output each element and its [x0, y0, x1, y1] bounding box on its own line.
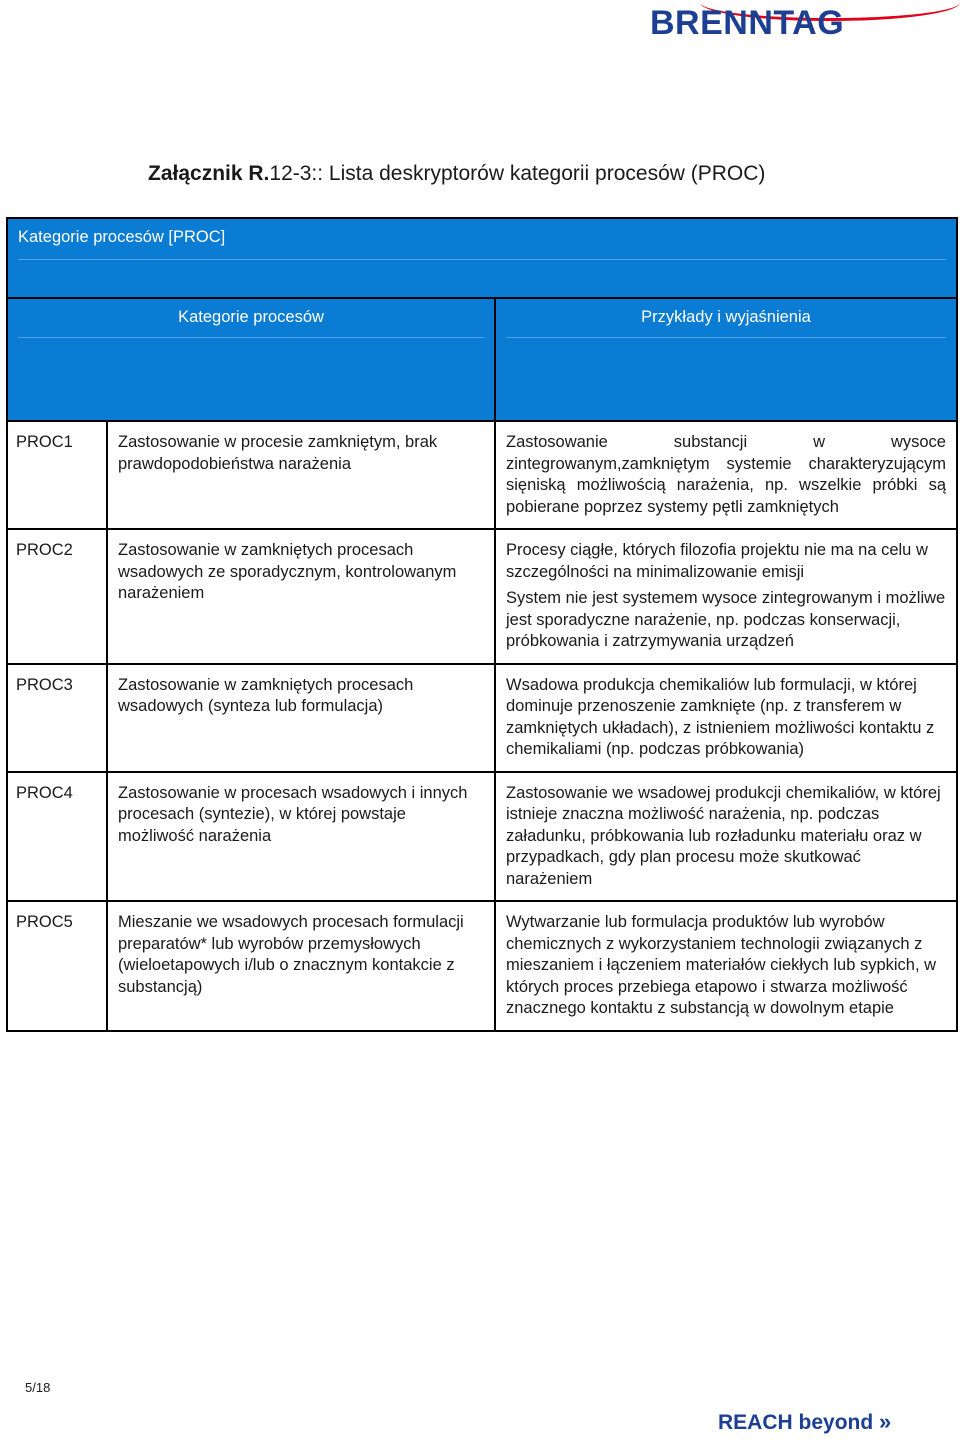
explanation-paragraph: Zastosowanie substancji w wysoce zintegrowanym,zamkniętym systemie charakteryzującym sięniską możliwością narażenia, np. wszelkie próbki są pobierane poprzez systemy pętli zamkniętych	[506, 433, 946, 516]
title-rest: 12-3:: Lista deskryptorów kategorii procesów (PROC)	[269, 162, 766, 185]
proc-explanation	[495, 664, 957, 772]
explanation-paragraph: Wsadowa produkcja chemikaliów lub formulacji, w której dominuje przenoszenie zamknięte (np. z transferem w zamkniętych układach), z istnieniem możliwości kontaktu z chemikaliami (np. podczas próbkowania)	[506, 675, 935, 758]
proc-description: Zastosowanie w zamkniętych procesach wsadowych (synteza lub formulacja)	[107, 664, 495, 772]
header-cell-examples	[495, 298, 957, 421]
proc-description: Mieszanie we wsadowych procesach formulacji preparatów* lub wyrobów przemysłowych (wieloetapowych i/lub o znacznym kontakcie z substancją)	[107, 901, 495, 1031]
page-number: 5/18	[25, 1380, 51, 1395]
title-bold-part: Załącznik R.	[148, 162, 270, 185]
table-row	[7, 421, 957, 529]
table-row	[7, 529, 957, 664]
proc-explanation	[495, 529, 957, 664]
table-row	[7, 664, 957, 772]
proc-code: PROC4	[7, 772, 107, 902]
proc-description: Zastosowanie w procesach wsadowych i innych procesach (syntezie), w której powstaje możliwość narażenia	[107, 772, 495, 902]
proc-explanation	[495, 901, 957, 1031]
column-header-categories: Kategorie procesów	[18, 307, 484, 338]
proc-code: PROC2	[7, 529, 107, 664]
proc-table	[6, 217, 958, 1032]
explanation-paragraph: Procesy ciągłe, których filozofia projektu nie ma na celu w szczególności na minimalizowanie emisji	[506, 541, 928, 581]
explanation-paragraph: Zastosowanie we wsadowej produkcji chemikaliów, w której istnieje znaczna możliwość narażenia, np. podczas załadunku, próbkowania lub rozładunku materiału oraz w przypadkach, gdy plan procesu może skutkować narażeniem	[506, 783, 941, 888]
proc-code: PROC5	[7, 901, 107, 1031]
proc-code: PROC3	[7, 664, 107, 772]
document-title	[148, 162, 765, 186]
table-row	[7, 772, 957, 902]
column-header-examples: Przykłady i wyjaśnienia	[506, 307, 946, 338]
proc-description: Zastosowanie w zamkniętych procesach wsadowych ze sporadycznym, kontrolowanym narażeniem	[107, 529, 495, 664]
table-caption: Kategorie procesów [PROC]	[18, 227, 946, 260]
proc-explanation	[495, 421, 957, 529]
proc-explanation	[495, 772, 957, 902]
chevron-right-icon: »	[879, 1409, 892, 1434]
reach-logo-text: REACH beyond	[718, 1411, 874, 1434]
proc-description: Zastosowanie w procesie zamkniętym, brak prawdopodobieństwa narażenia	[107, 421, 495, 529]
header-cell-categories	[7, 298, 495, 421]
proc-code: PROC1	[7, 421, 107, 529]
table-header-row	[7, 298, 957, 421]
explanation-paragraph: Wytwarzanie lub formulacja produktów lub wyrobów chemicznych z wykorzystaniem technologii związanych z mieszaniem i łączeniem materiałów ciekłych lub sypkich, w których proces przebiega etapowo i stwarza możliwość znacznego kontaktu z substancją w dowolnym etapie	[506, 913, 937, 1017]
table-row	[7, 901, 957, 1031]
table-caption-row	[7, 218, 957, 298]
reach-beyond-logo	[718, 1409, 891, 1435]
table-caption-cell	[7, 218, 957, 298]
explanation-paragraph: System nie jest systemem wysoce zintegrowanym i możliwe jest sporadyczne narażenie, np. podczas konserwacji, próbkowania i zatrzymywania urządzeń	[506, 589, 946, 650]
brenntag-logo: BRENNTAG	[650, 4, 845, 42]
